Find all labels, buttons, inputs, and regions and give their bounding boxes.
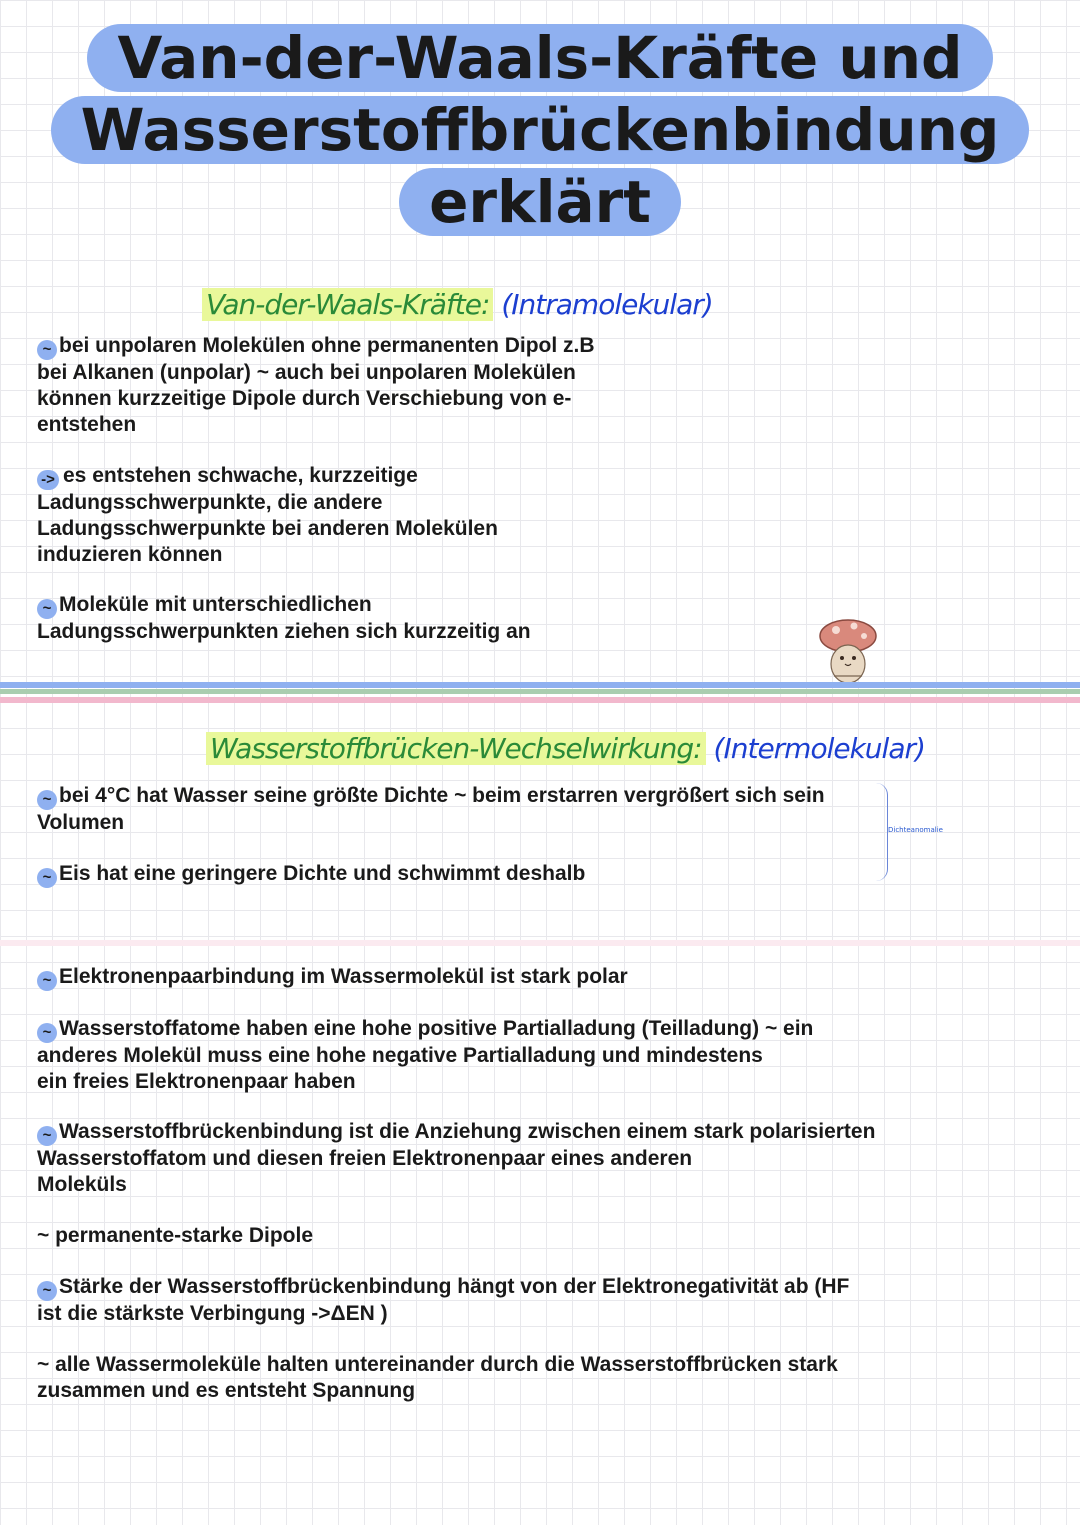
text-line: Wasserstoffbrückenbindung ist die Anziehung zwischen einem stark polarisierten: [59, 1120, 876, 1143]
title-line-1: Van-der-Waals-Kräfte und: [87, 24, 992, 92]
hb-paragraph-8: [37, 1352, 838, 1404]
text-line: bei unpolaren Molekülen ohne permanenten Dipol z.B: [59, 334, 595, 357]
text-line: ~ alle Wassermoleküle halten untereinander durch die Wasserstoffbrücken stark: [37, 1353, 838, 1376]
tilde-bullet-icon: ~: [37, 868, 57, 888]
text-line: Volumen: [37, 811, 125, 834]
hb-heading-note: (Intermolekular): [713, 732, 925, 765]
tilde-bullet-icon: ~: [37, 599, 57, 619]
text-line: Eis hat eine geringere Dichte und schwimmt deshalb: [59, 862, 586, 885]
text-line: Ladungsschwerpunkten ziehen sich kurzzeitig an: [37, 620, 531, 643]
tilde-bullet-icon: ~: [37, 340, 57, 360]
text-line: Wasserstoffatome haben eine hohe positive Partialladung (Teilladung) ~ ein: [59, 1017, 814, 1040]
faint-separator: [0, 940, 1080, 946]
tilde-bullet-icon: ~: [37, 1281, 57, 1301]
text-line: induzieren können: [37, 543, 223, 566]
text-line: Ladungsschwerpunkte, die andere: [37, 491, 383, 514]
vdw-heading-note: (Intramolekular): [501, 288, 713, 321]
title-line-3: erklärt: [399, 168, 681, 236]
vdw-paragraph-2: [37, 463, 498, 568]
bracket-divider: [875, 783, 888, 881]
title-line-2: Wasserstoffbrückenbindung: [51, 96, 1030, 164]
hb-paragraph-1: [37, 783, 825, 836]
arrow-bullet-icon: ->: [37, 470, 59, 490]
text-line: zusammen und es entsteht Spannung: [37, 1379, 416, 1402]
text-line: Elektronenpaarbindung im Wassermolekül ist stark polar: [59, 965, 628, 988]
text-line: können kurzzeitige Dipole durch Verschiebung von e-: [37, 387, 572, 410]
hb-paragraph-5: [37, 1119, 875, 1198]
page-title: [0, 22, 1080, 238]
text-line: es entstehen schwache, kurzzeitige: [63, 464, 418, 487]
mushroom-cat-sticker-icon: [812, 614, 882, 686]
hb-paragraph-2: [37, 861, 585, 888]
tilde-bullet-icon: ~: [37, 971, 57, 991]
text-line: bei 4°C hat Wasser seine größte Dichte ~ beim erstarren vergrößert sich sein: [59, 784, 825, 807]
divider-stripe-pink: [0, 697, 1080, 703]
text-line: ~ permanente-starke Dipole: [37, 1224, 314, 1247]
vdw-heading: [202, 288, 713, 321]
text-line: bei Alkanen (unpolar) ~ auch bei unpolaren Molekülen: [37, 361, 576, 384]
text-line: Wasserstoffatom und diesen freien Elektronenpaar eines anderen: [37, 1147, 693, 1170]
text-line: anderes Molekül muss eine hohe negative Partialladung und mindestens: [37, 1044, 763, 1067]
hb-paragraph-6: [37, 1223, 313, 1249]
tilde-bullet-icon: ~: [37, 1126, 57, 1146]
vdw-heading-text: Van-der-Waals-Kräfte:: [202, 288, 493, 321]
hb-heading: [206, 732, 925, 765]
side-note: Dichteanomalie: [888, 826, 943, 834]
hb-paragraph-4: [37, 1016, 813, 1095]
text-line: entstehen: [37, 413, 137, 436]
vdw-paragraph-3: [37, 592, 531, 645]
hb-paragraph-7: [37, 1274, 849, 1327]
text-line: Ladungsschwerpunkte bei anderen Molekülen: [37, 517, 498, 540]
text-line: Moleküls: [37, 1173, 127, 1196]
text-line: ein freies Elektronenpaar haben: [37, 1070, 356, 1093]
text-line: ist die stärkste Verbingung ->ΔEN ): [37, 1302, 388, 1325]
text-line: Moleküle mit unterschiedlichen: [59, 593, 372, 616]
text-line: Stärke der Wasserstoffbrückenbindung hängt von der Elektronegativität ab (HF: [59, 1275, 850, 1298]
divider-stripe-green: [0, 689, 1080, 694]
tilde-bullet-icon: ~: [37, 1023, 57, 1043]
hb-heading-text: Wasserstoffbrücken-Wechselwirkung:: [206, 732, 706, 765]
tilde-bullet-icon: ~: [37, 790, 57, 810]
vdw-paragraph-1: [37, 333, 595, 438]
hb-paragraph-3: [37, 964, 628, 991]
divider-stripe-blue: [0, 682, 1080, 688]
